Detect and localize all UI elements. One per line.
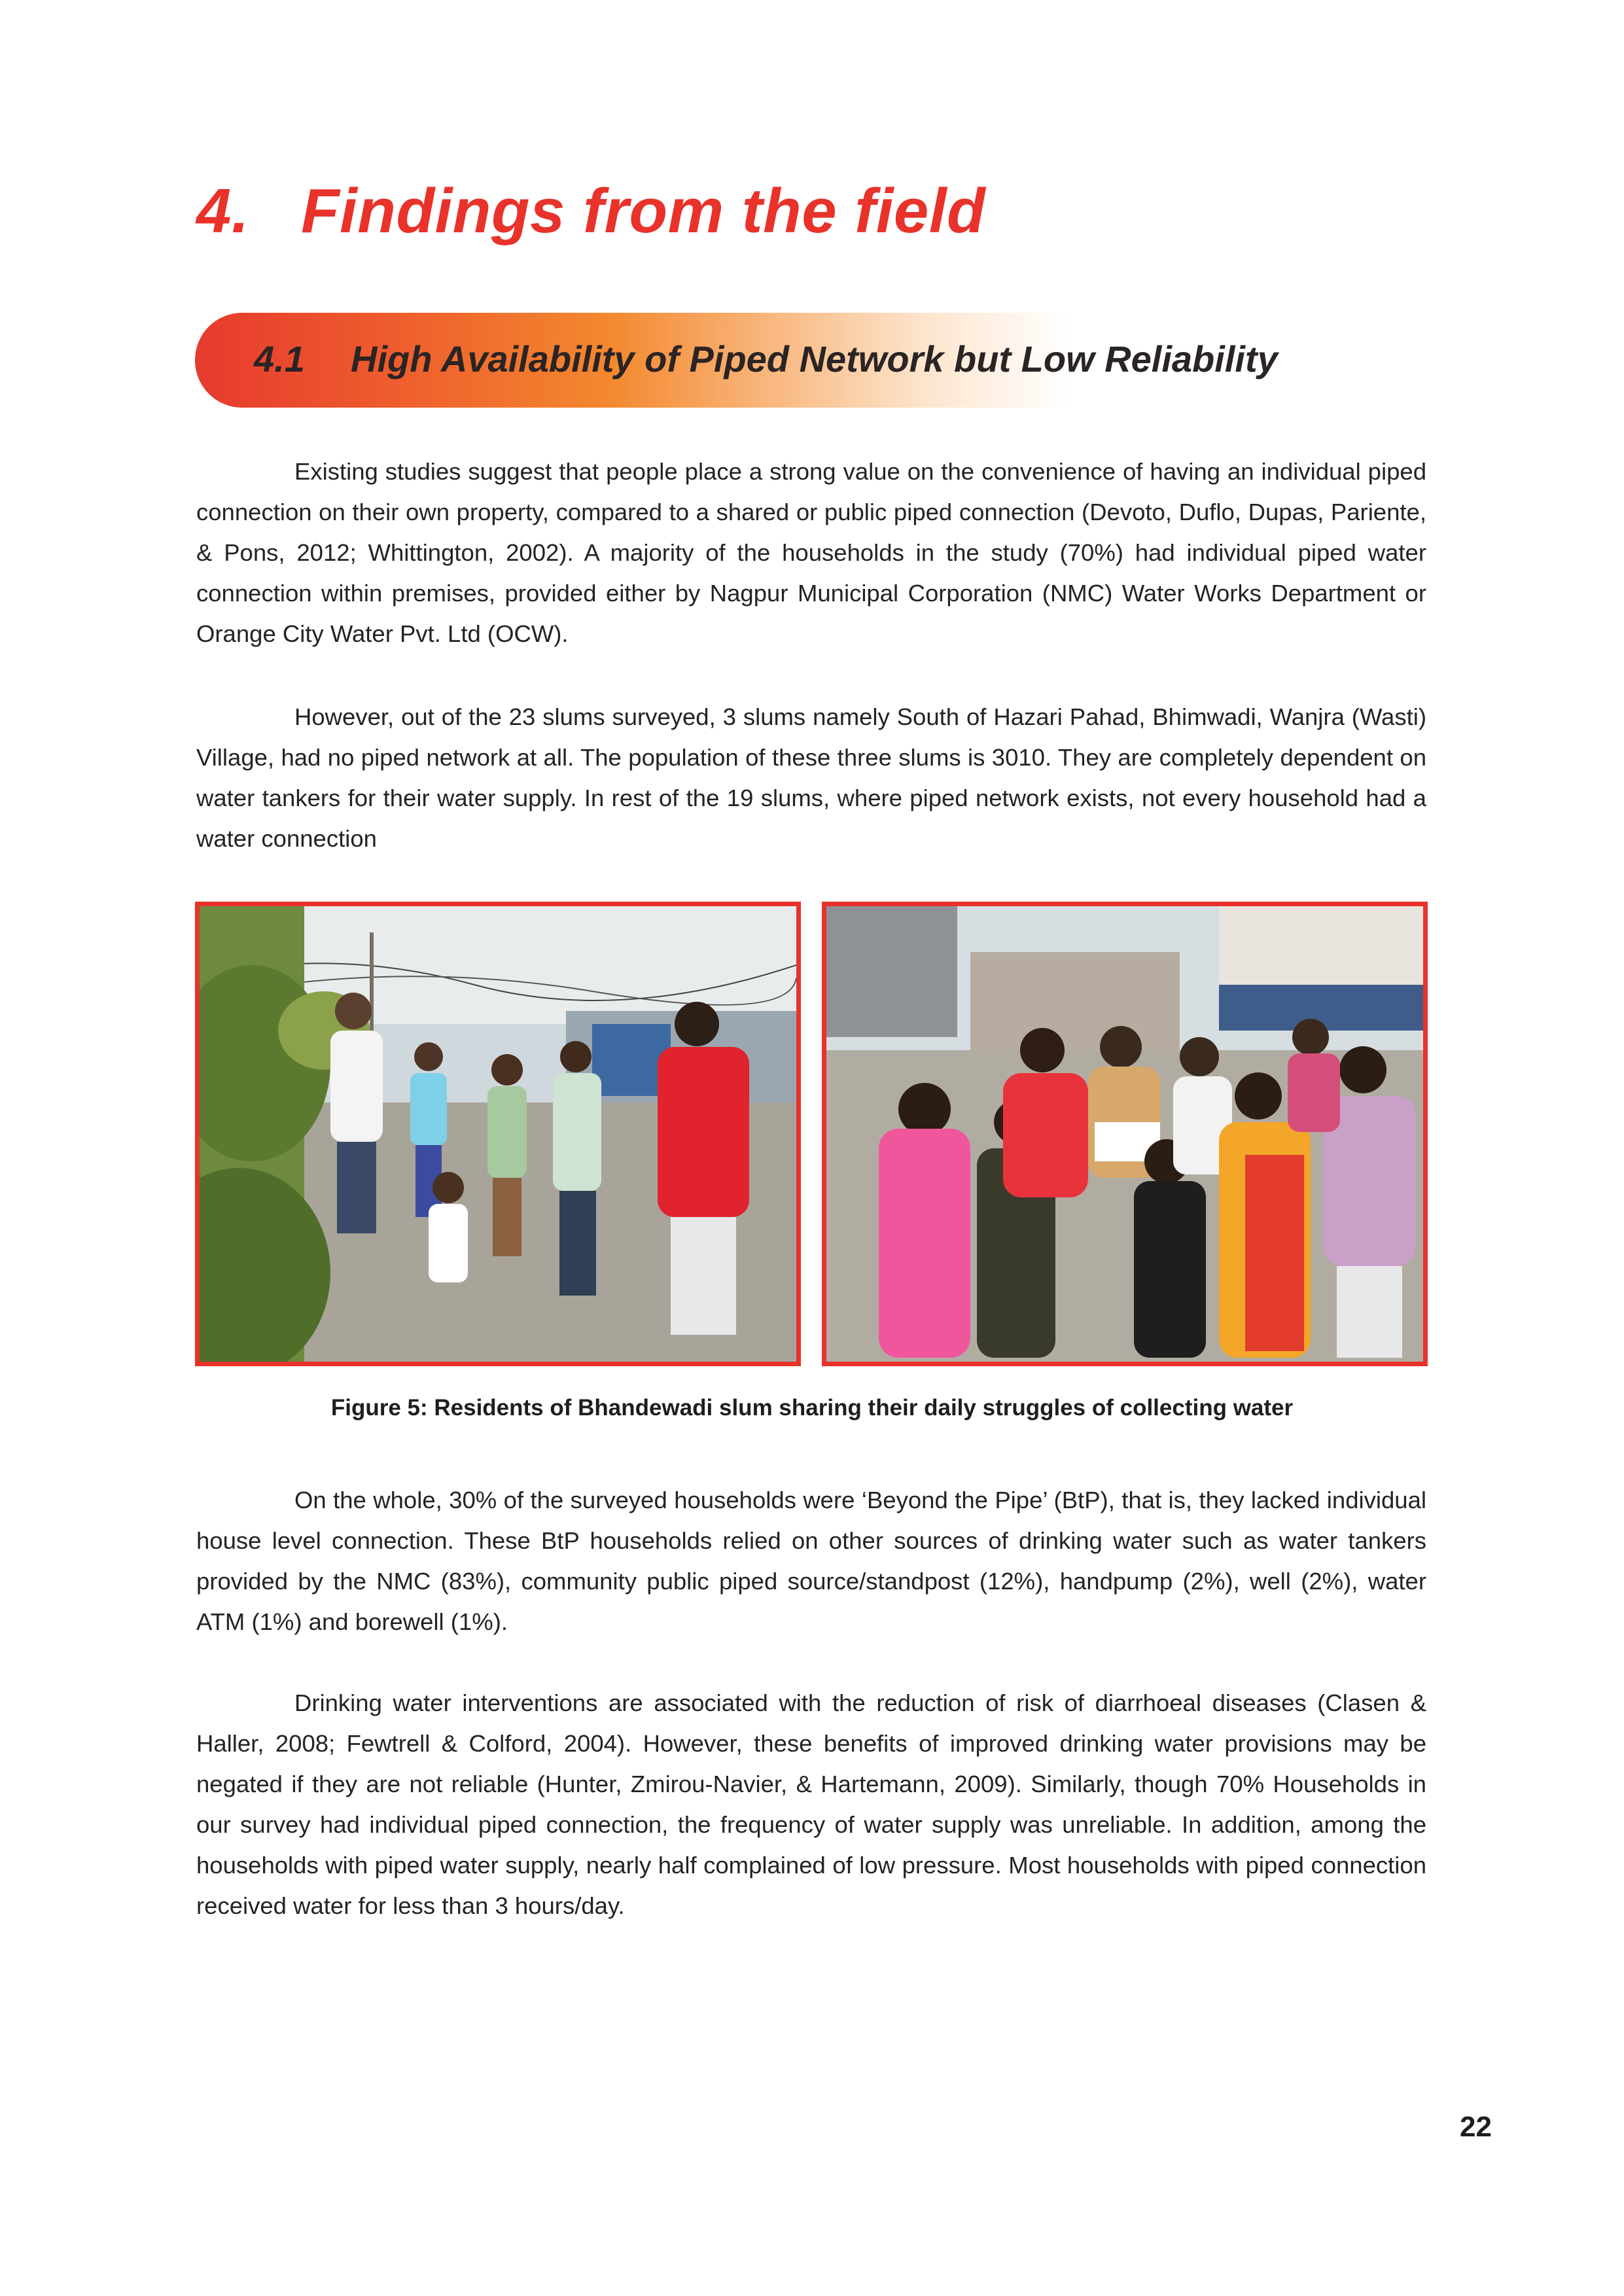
figure-caption: Figure 5: Residents of Bhandewadi slum sharing their daily struggles of collecting water [330, 1395, 1294, 1421]
section-number: 4.1 [254, 338, 305, 380]
paragraph-2: However, out of the 23 slums surveyed, 3 slums namely South of Hazari Pahad, Bhimwadi, Wanjra (Wasti) Village, had no piped network at all. The population of these three slums is 3010. They are completely dependent on water tankers for their water supply. In rest of the 19 slums, where piped network exists, not every household had a water connection [196, 703, 1426, 852]
chapter-number: 4. [196, 176, 250, 246]
paragraph-4: Drinking water interventions are associated with the reduction of risk of diarrhoeal diseases (Clasen & Haller, 2008; Fewtrell & Colford, 2004). However, these benefits of improved drinking water provisions may be negated if they are not reliable (Hunter, Zmirou-Navier, & Hartemann, 2009). Similarly, though 70% Households in our survey had individual piped connection, the frequency of water supply was unreliable. In addition, among the households with piped water supply, nearly half complained of low pressure. Most households with piped connection received water for less than 3 hours/day. [196, 1689, 1426, 1919]
chapter-heading [196, 175, 985, 247]
section-heading [254, 338, 1278, 380]
section-title: High Availability of Piped Network but Low Reliability [351, 338, 1278, 380]
figure-photo-left [195, 902, 801, 1366]
paragraph-3: On the whole, 30% of the surveyed households were ‘Beyond the Pipe’ (BtP), that is, they lacked individual house level connection. These BtP households relied on other sources of drinking water such as water tankers provided by the NMC (83%), community public piped source/standpost (12%), handpump (2%), well (2%), water ATM (1%) and borewell (1%). [196, 1487, 1426, 1635]
figure-photo-right [822, 902, 1428, 1366]
chapter-title: Findings from the field [301, 176, 986, 246]
paragraph-1: Existing studies suggest that people place a strong value on the convenience of having an individual piped connection on their own property, compared to a shared or public piped connection (Devoto, Duflo, Dupas, Pariente, & Pons, 2012; Whittington, 2002). A majority of the households in the study (70%) had individual piped water connection within premises, provided either by Nagpur Municipal Corporation (NMC) Water Works Department or Orange City Water Pvt. Ltd (OCW). [196, 458, 1426, 647]
page-number: 22 [1460, 2111, 1492, 2143]
